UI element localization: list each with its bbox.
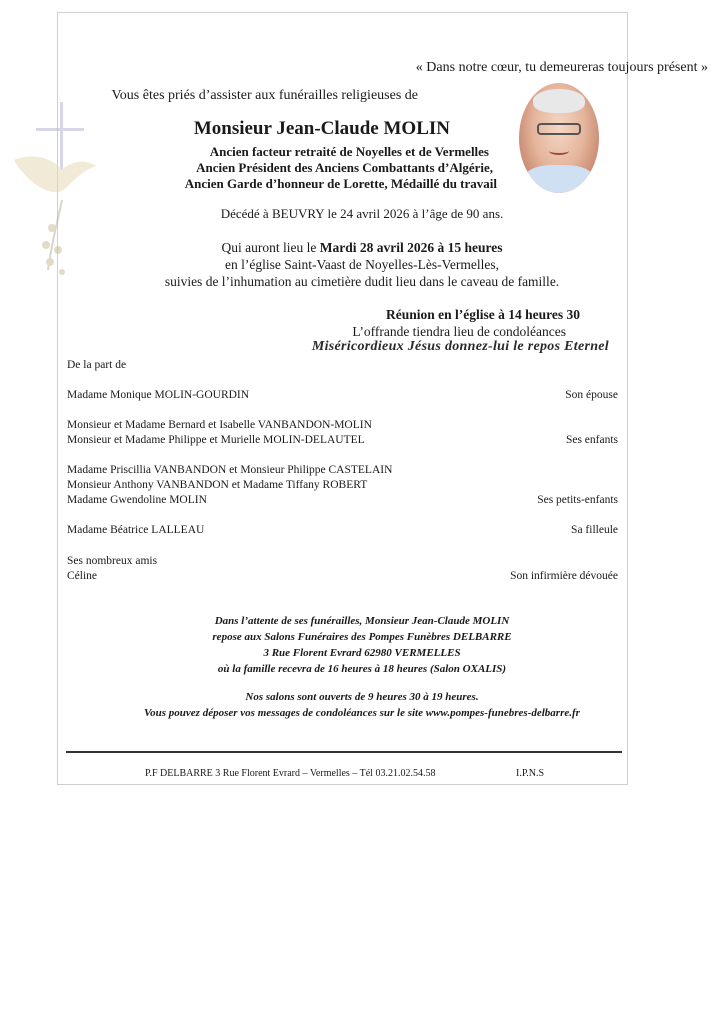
family-name: Ses nombreux amis: [67, 555, 158, 567]
memorial-quote: « Dans notre cœur, tu demeureras toujours présent »: [415, 60, 708, 75]
family-relation: Son infirmière dévouée: [510, 570, 618, 582]
hours-line-1: Nos salons sont ouverts de 9 heures 30 à 19 heures.: [245, 691, 479, 703]
offrande-text: L’offrande tiendra lieu de condoléances: [352, 324, 566, 339]
hours-line-2: Vous pouvez déposer vos messages de condoléances sur le site www.pompes-funebres-delbarre.fr: [144, 707, 580, 719]
family-relation: Ses petits-enfants: [537, 494, 618, 506]
family-name: Madame Béatrice LALLEAU: [67, 524, 205, 536]
de-la-part: De la part de: [67, 359, 127, 371]
footer-address: P.F DELBARRE 3 Rue Florent Evrard – Vermelles – Tél 03.21.02.54.58: [145, 768, 436, 779]
family-name: Céline: [67, 570, 98, 582]
ceremony-line-3: suivies de l’inhumation au cimetière dudit lieu dans le caveau de famille.: [164, 274, 560, 289]
prayer-text: Miséricordieux Jésus donnez-lui le repos Eternel: [311, 339, 609, 354]
closing-line-3: 3 Rue Florent Evrard 62980 VERMELLES: [263, 647, 461, 659]
closing-line-1: Dans l’attente de ses funérailles, Monsieur Jean-Claude MOLIN: [214, 615, 510, 627]
family-relation: Son épouse: [565, 389, 618, 401]
family-name: Monsieur Anthony VANBANDON et Madame Tiffany ROBERT: [67, 479, 368, 491]
ceremony-line-2: en l’église Saint-Vaast de Noyelles-Lès-Vermelles,: [224, 257, 500, 272]
title-line-3: Ancien Garde d’honneur de Lorette, Médaillé du travail: [184, 176, 497, 191]
family-relation: Sa filleule: [571, 524, 618, 536]
deceased-name: Monsieur Jean-Claude MOLIN: [193, 118, 450, 139]
ceremony-line-1: [60, 240, 664, 256]
family-name: Monsieur et Madame Philippe et Murielle MOLIN-DELAUTEL: [67, 434, 365, 446]
closing-line-4: où la famille recevra de 16 heures à 18 heures (Salon OXALIS): [217, 663, 507, 675]
footer-printer: I.P.N.S: [516, 768, 545, 779]
family-name: Monsieur et Madame Bernard et Isabelle VANBANDON-MOLIN: [67, 419, 372, 431]
invitation-text: Vous êtes priés d’assister aux funérailles religieuses de: [111, 88, 418, 103]
portrait-photo: [519, 83, 599, 193]
ceremony-prefix: Qui auront lieu le: [221, 240, 320, 255]
footer-divider: [66, 751, 622, 753]
family-relation: Ses enfants: [565, 434, 618, 446]
closing-line-2: repose aux Salons Funéraires des Pompes Funèbres DELBARRE: [212, 631, 512, 643]
death-notice: Décédé à BEUVRY le 24 avril 2026 à l’âge de 90 ans.: [220, 206, 504, 221]
family-name: Madame Gwendoline MOLIN: [67, 494, 207, 506]
family-name: Madame Monique MOLIN-GOURDIN: [67, 389, 250, 401]
family-name: Madame Priscillia VANBANDON et Monsieur Philippe CASTELAIN: [67, 464, 393, 476]
ceremony-date-time: Mardi 28 avril 2026 à 15 heures: [319, 240, 503, 255]
title-line-2: Ancien Président des Anciens Combattants d’Algérie,: [196, 160, 493, 175]
title-line-1: Ancien facteur retraité de Noyelles et de Vermelles: [209, 144, 489, 159]
reunion-text: Réunion en l’église à 14 heures 30: [385, 307, 580, 322]
